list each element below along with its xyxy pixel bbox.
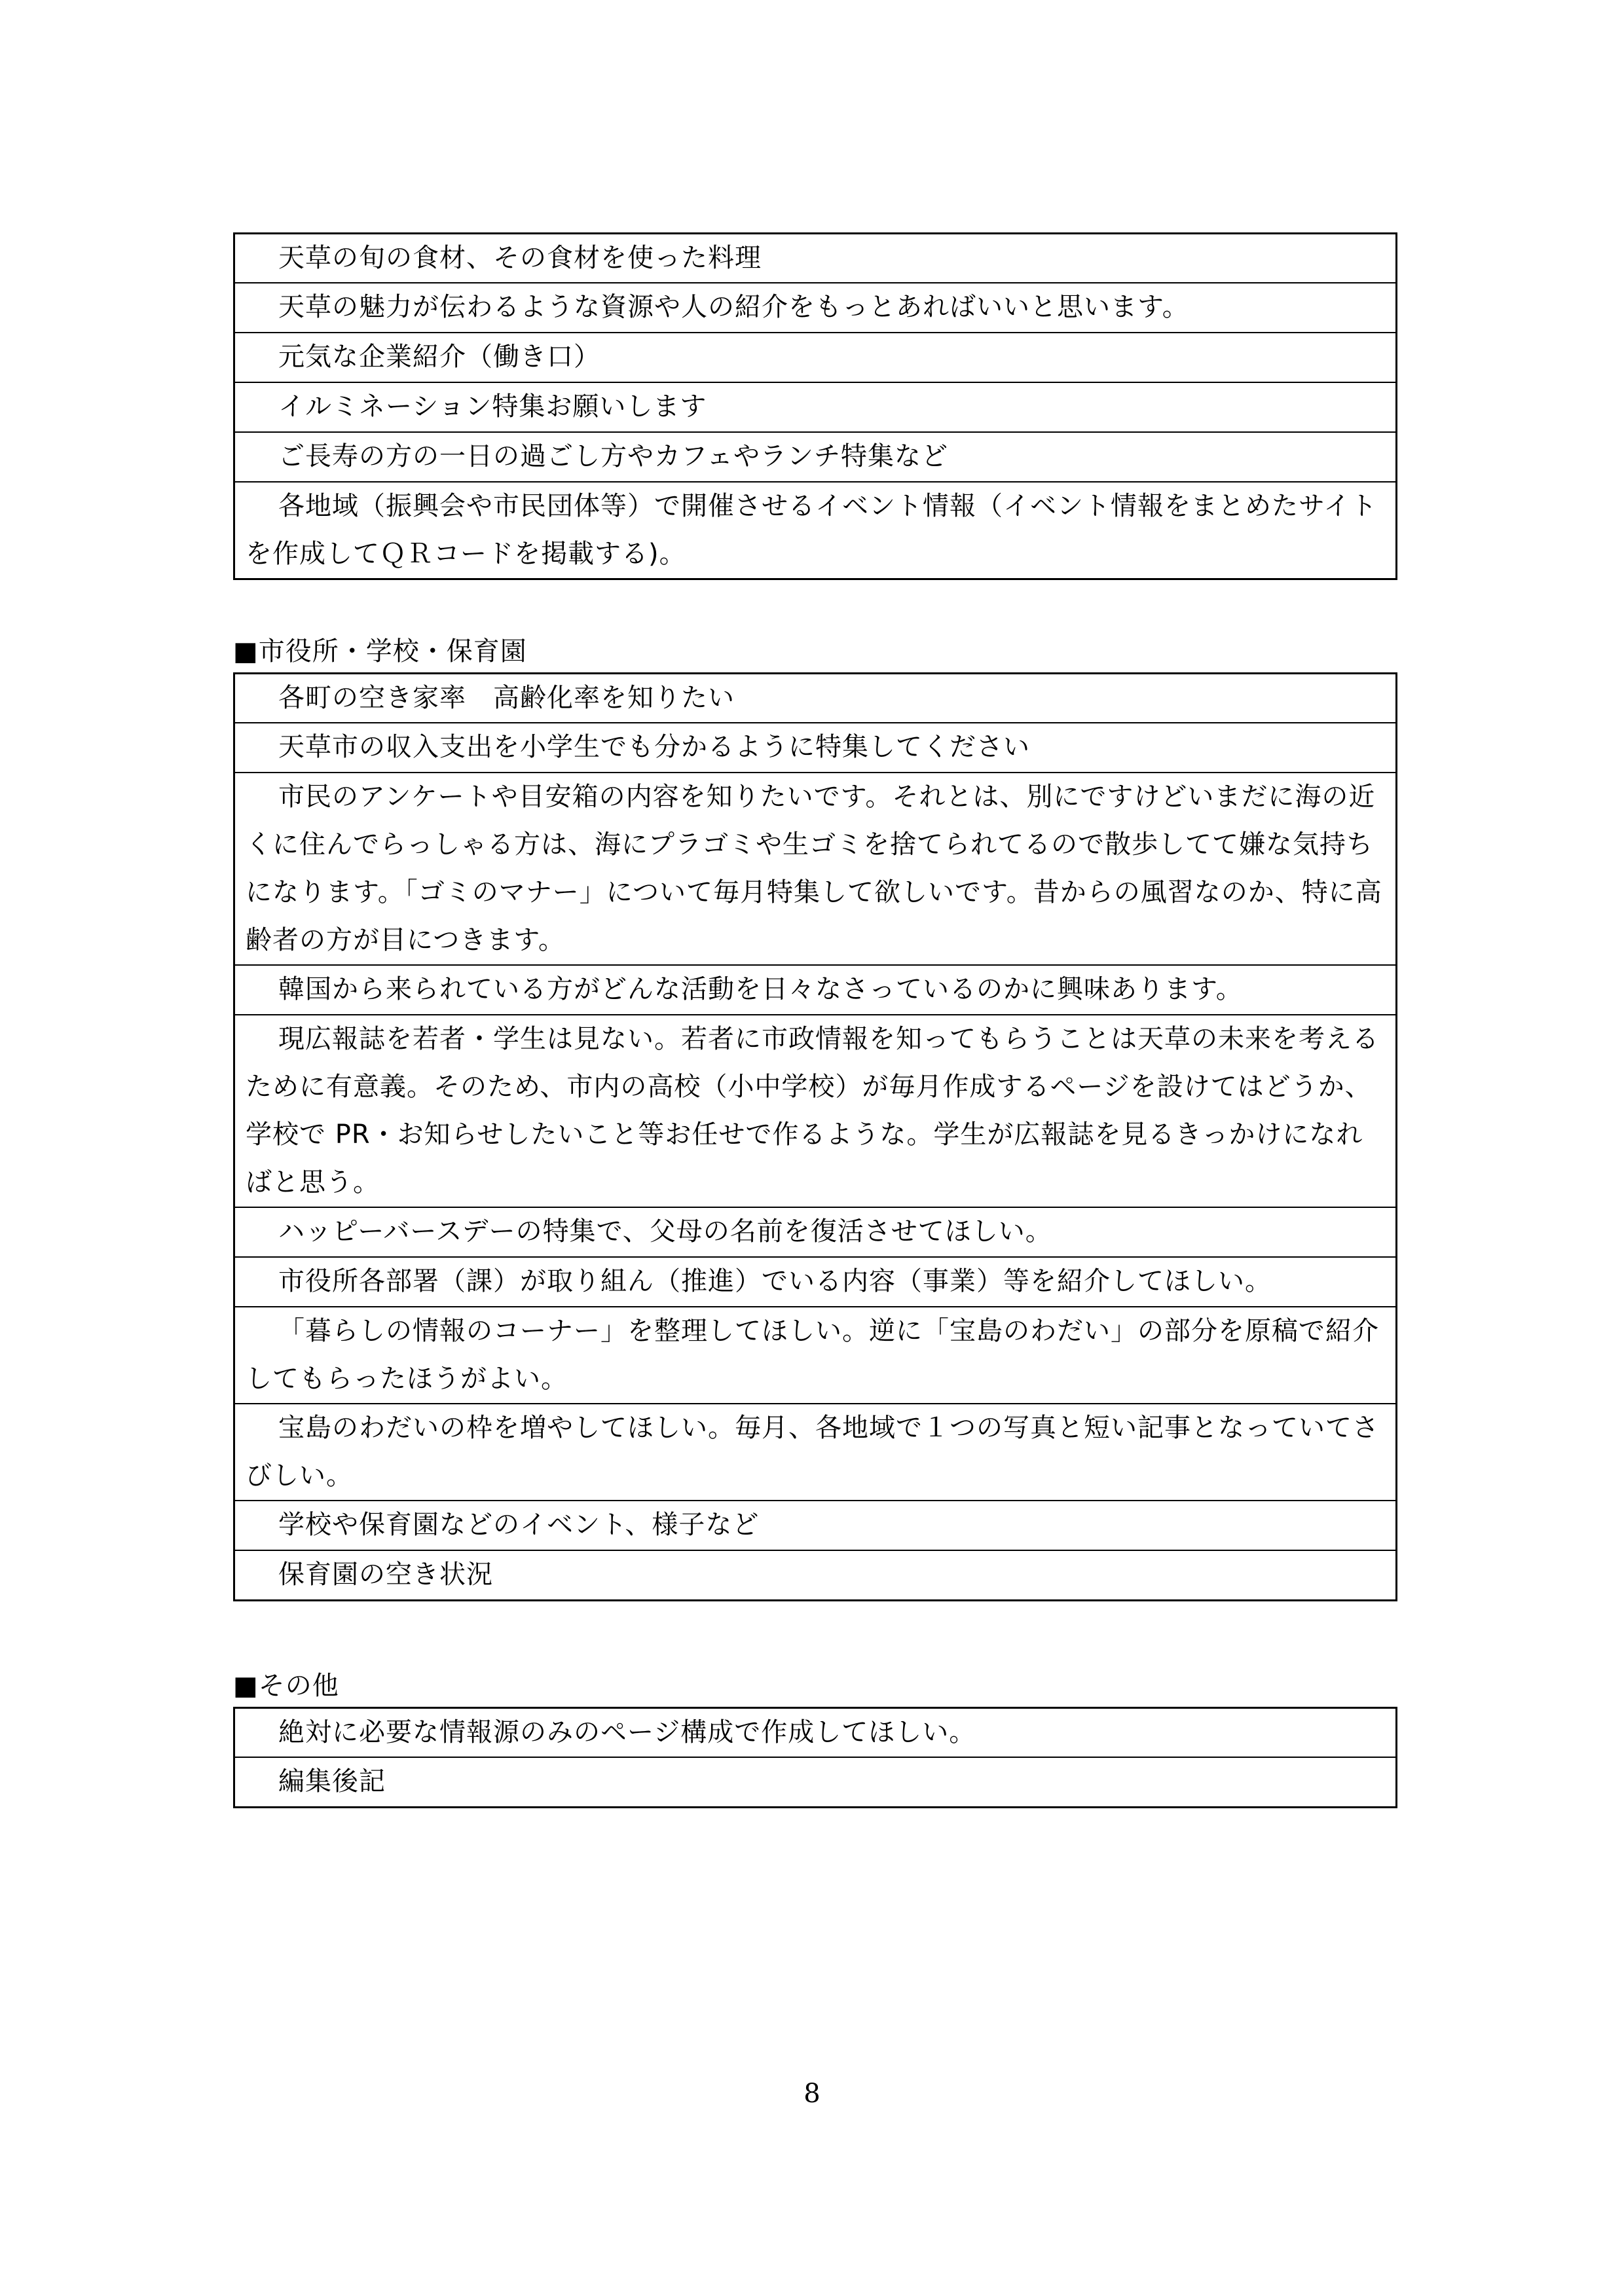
table-row: 各町の空き家率 高齢化率を知りたい (278, 683, 735, 713)
table-row: 市役所各部署（課）が取り組ん（推進）でいる内容（事業）等を紹介してほしい。 (235, 1256, 1395, 1306)
table-row: 天草の魅力が伝わるような資源や人の紹介をもっとあればいいと思います。 (235, 282, 1395, 332)
table-row: 学校や保育園などのイベント、様子など (235, 1500, 1395, 1550)
table-row: 保育園の空き状況 (235, 1550, 1395, 1599)
table-row: 「暮らしの情報のコーナー」を整理してほしい。逆に「宝島のわだい」の部分を原稿で紹介してもらったほうがよい。 (235, 1306, 1395, 1403)
section-city-hall-school-nursery (233, 629, 1397, 1601)
table-row: 天草の旬の食材、その食材を使った料理 (278, 243, 762, 273)
comment-table (233, 672, 1397, 1601)
comment-table (233, 1707, 1397, 1808)
table-row: 編集後記 (235, 1757, 1395, 1806)
section-heading: ■その他 (233, 1671, 339, 1701)
table-row: イルミネーション特集お願いします (235, 382, 1395, 431)
table-row: 天草市の収入支出を小学生でも分かるように特集してください (235, 722, 1395, 772)
table-row: 絶対に必要な情報源のみのページ構成で作成してほしい。 (278, 1717, 976, 1747)
table-row: ご長寿の方の一日の過ごし方やカフェやランチ特集など (235, 431, 1395, 481)
table-row: 市民のアンケートや目安箱の内容を知りたいです。それとは、別にですけどいまだに海の近くに住んでらっしゃる方は、海にプラゴミや生ゴミを捨てられてるので散歩してて嫌な気持ちになります。「ゴミのマナー」について毎月特集して欲しいです。昔からの風習なのか、特に高齢者の方が目につきます。 (235, 772, 1395, 964)
table-row: 宝島のわだいの枠を増やしてほしい。毎月、各地域で１つの写真と短い記事となっていてさびしい。 (235, 1403, 1395, 1500)
table-row: 現広報誌を若者・学生は見ない。若者に市政情報を知ってもらうことは天草の未来を考えるために有意義。そのため、市内の高校（小中学校）が毎月作成するページを設けてはどうか、学校で PR・お知らせしたいこと等お任せで作るような。学生が広報誌を見るきっかけになればと思う。 (235, 1014, 1395, 1207)
table-row: 各地域（振興会や市民団体等）で開催させるイベント情報（イベント情報をまとめたサイトを作成してＱＲコードを掲載する)。 (235, 481, 1395, 578)
section-general (233, 232, 1397, 580)
comment-table (233, 232, 1397, 580)
table-row: 元気な企業紹介（働き口） (235, 332, 1395, 382)
section-heading: ■市役所・学校・保育園 (233, 636, 527, 666)
table-row: ハッピーバースデーの特集で、父母の名前を復活させてほしい。 (235, 1207, 1395, 1256)
page-number: 8 (803, 2079, 821, 2109)
table-row: 韓国から来られている方がどんな活動を日々なさっているのかに興味あります。 (235, 964, 1395, 1014)
section-other (233, 1663, 1397, 1808)
